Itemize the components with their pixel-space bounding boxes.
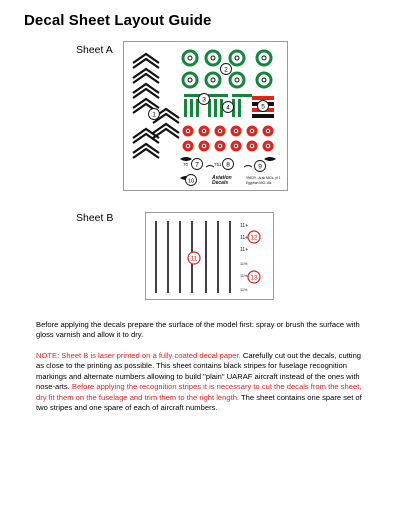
callout-2 (221, 64, 232, 75)
sheet-a-artwork (124, 42, 287, 190)
svg-text:2: 2 (224, 66, 228, 74)
sheet-a-label: Sheet A (76, 44, 113, 56)
callout-7 (192, 159, 203, 170)
svg-text:13: 13 (250, 274, 258, 282)
sheet-b-artwork (146, 213, 273, 299)
page-title: Decal Sheet Layout Guide (24, 12, 212, 29)
sheet-b-callouts (188, 231, 260, 283)
callout-12 (248, 231, 260, 243)
note-red-lead: NOTE: Sheet B is laser printed on a fully coated decal paper. (36, 351, 241, 360)
brand-line-2: Decals (212, 180, 229, 186)
side-mark-3: 11+ (240, 247, 249, 253)
svg-text:4: 4 (226, 104, 230, 112)
side-mark-4: 11% (240, 262, 248, 266)
side-mark-6: 11% (240, 288, 248, 292)
svg-text:1: 1 (152, 111, 156, 119)
callout-5 (258, 101, 269, 112)
side-mark-5: 11% (240, 274, 248, 278)
sheet-a (123, 41, 288, 191)
svg-text:7: 7 (195, 161, 199, 169)
sheet-b-side-marks (240, 223, 248, 292)
note-red-warning: Before applying the recognition stripes it is necessary to cut the decals from the sheet, dry fit them on the fuselage and trim them to the right length. (36, 382, 362, 402)
sample-mark-70: 70 (183, 162, 189, 167)
side-mark-1: 11+ (240, 223, 249, 229)
callout-9 (255, 161, 266, 172)
sheet-b-label: Sheet B (76, 212, 114, 224)
svg-text:5: 5 (261, 103, 265, 111)
brand-line-1: Aviation (212, 175, 232, 181)
svg-text:9: 9 (258, 163, 262, 171)
note-end: The sheet contains one spare set of two stripes and one spare of each of aircraft numbers. (36, 392, 362, 413)
callout-4 (223, 102, 234, 113)
intro-paragraph: Before applying the decals prepare the surface of the model first: spray or brush the surface with gloss varnish and allow it to dry. (36, 320, 360, 340)
svg-text:3: 3 (202, 96, 206, 104)
callout-10 (186, 175, 197, 186)
callout-11 (188, 252, 200, 264)
svg-text:11: 11 (190, 255, 198, 263)
chevron-stripes-left (133, 54, 159, 158)
svg-text:12: 12 (250, 234, 258, 242)
sheet-a-caption-2: Egyptian MiG-15s (246, 181, 272, 185)
note-paragraph (36, 351, 370, 413)
sheet-b (145, 212, 274, 300)
note-body: Carefully cut out the decals, cutting as close to the printing as possible. This sheet contains black stripes for fuselage recognition markings and alternate numbers allowing to build "plain" UARAF aircraft instead of the ones with nose-arts. (36, 351, 362, 392)
sample-mark-751: 751 (214, 162, 222, 167)
callout-1 (149, 109, 160, 120)
callout-8 (223, 159, 234, 170)
sheet-a-caption-1: VN029 - Arab MiGs, pt 1 (246, 176, 281, 180)
red-roundels (183, 126, 274, 152)
svg-text:8: 8 (226, 161, 230, 169)
callout-13 (248, 271, 260, 283)
callout-3 (199, 94, 210, 105)
side-mark-2: 11+ (240, 235, 249, 241)
svg-text:10: 10 (187, 178, 195, 185)
